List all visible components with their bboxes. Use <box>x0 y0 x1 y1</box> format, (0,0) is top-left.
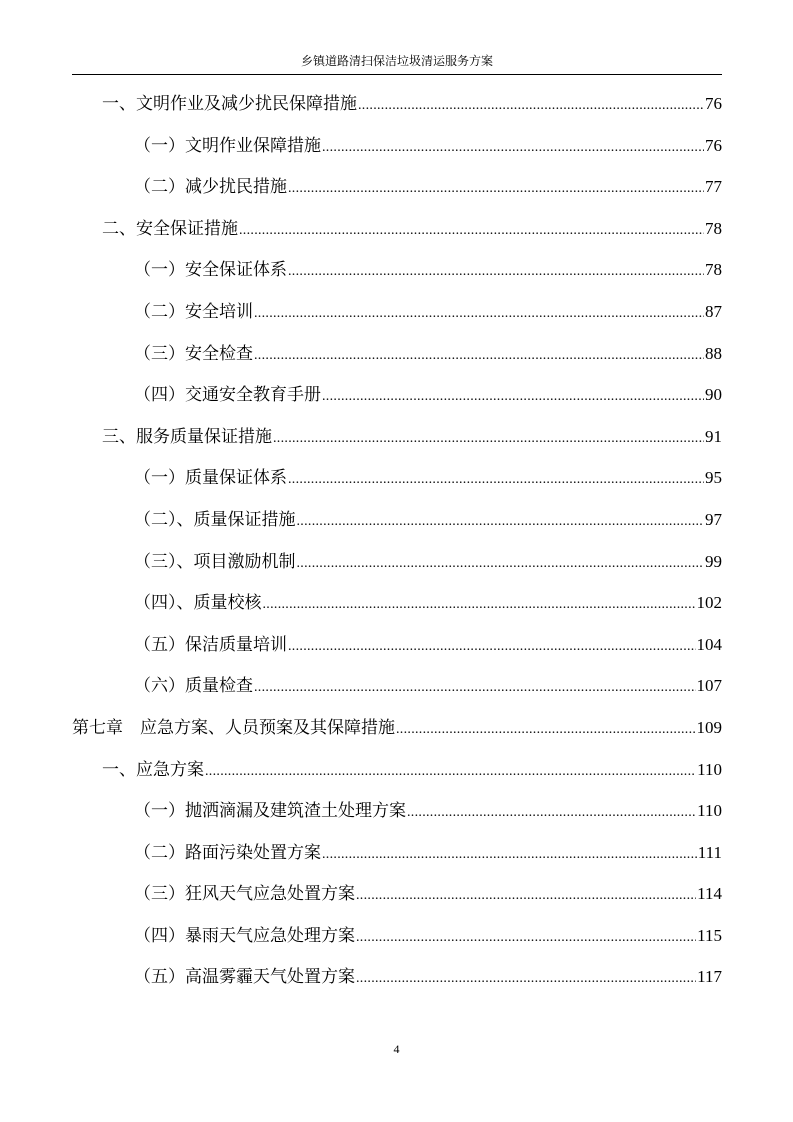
dot-leader <box>297 508 705 536</box>
toc-entry[interactable] <box>72 589 722 631</box>
toc-entry-page: 90 <box>705 385 722 405</box>
toc-entry-title: （一）抛洒滴漏及建筑渣土处理方案 <box>134 801 406 821</box>
toc-entry[interactable] <box>72 90 722 132</box>
toc-entry-page: 114 <box>697 884 722 904</box>
toc-entry-page: 78 <box>705 260 722 280</box>
dot-leader <box>254 674 696 702</box>
toc-entry[interactable] <box>72 132 722 174</box>
toc-entry-title: （三）狂风天气应急处置方案 <box>134 884 355 904</box>
toc-entry-title: （二）减少扰民措施 <box>134 177 287 197</box>
toc-entry-title: 三、服务质量保证措施 <box>102 426 272 446</box>
toc-entry-title: （二）、质量保证措施 <box>134 509 296 529</box>
toc-entry-title: （一）文明作业保障措施 <box>134 135 321 155</box>
dot-leader <box>239 217 704 245</box>
toc-entry-title: （三）、项目激励机制 <box>134 551 296 571</box>
dot-leader <box>288 633 696 661</box>
toc-entry-page: 91 <box>705 426 722 446</box>
toc-entry-page: 88 <box>705 343 722 363</box>
dot-leader <box>322 841 697 869</box>
toc-entry-page: 110 <box>697 759 722 779</box>
dot-leader <box>356 924 696 952</box>
toc-entry-title: （四）暴雨天气应急处理方案 <box>134 925 355 945</box>
toc-entry[interactable] <box>72 506 722 548</box>
dot-leader <box>358 92 704 120</box>
dot-leader <box>322 134 704 162</box>
toc-entry[interactable] <box>72 797 722 839</box>
toc-entry-page: 104 <box>696 634 722 654</box>
toc-entry-title: （四）交通安全教育手册 <box>134 385 321 405</box>
toc-entry[interactable] <box>72 464 722 506</box>
toc-entry-page: 76 <box>705 135 722 155</box>
dot-leader <box>254 342 704 370</box>
toc-entry[interactable] <box>72 922 722 964</box>
toc-entry-page: 117 <box>697 967 722 987</box>
toc-entry-title: （一）质量保证体系 <box>134 468 287 488</box>
toc-entry[interactable] <box>72 340 722 382</box>
dot-leader <box>356 882 696 910</box>
toc-entry-title: （三）安全检查 <box>134 343 253 363</box>
dot-leader <box>297 550 705 578</box>
toc-entry-page: 95 <box>705 468 722 488</box>
toc-entry-title: （六）质量检查 <box>134 676 253 696</box>
toc-entry[interactable] <box>72 839 722 881</box>
toc-entry-title: （五）保洁质量培训 <box>134 634 287 654</box>
toc-entry-page: 99 <box>705 551 722 571</box>
dot-leader <box>254 300 704 328</box>
dot-leader <box>288 175 704 203</box>
table-of-contents <box>72 90 722 1005</box>
toc-entry-title: （二）路面污染处置方案 <box>134 842 321 862</box>
toc-entry-page: 109 <box>696 717 722 737</box>
toc-entry[interactable] <box>72 714 722 756</box>
dot-leader <box>273 425 704 453</box>
toc-entry-title: （一）安全保证体系 <box>134 260 287 280</box>
toc-entry-page: 87 <box>705 301 722 321</box>
toc-entry-page: 77 <box>705 177 722 197</box>
toc-entry-title: 一、文明作业及减少扰民保障措施 <box>102 94 357 113</box>
toc-entry[interactable] <box>72 381 722 423</box>
dot-leader <box>322 383 704 411</box>
toc-entry-title: 一、应急方案 <box>102 759 204 779</box>
page-number: 4 <box>393 1042 400 1056</box>
toc-entry-page: 102 <box>696 593 722 613</box>
dot-leader <box>396 716 696 744</box>
toc-entry[interactable] <box>72 215 722 257</box>
toc-entry-title: （二）安全培训 <box>134 301 253 321</box>
running-header: 乡镇道路清扫保洁垃圾清运服务方案 <box>300 54 493 68</box>
toc-entry-page: 110 <box>697 801 722 821</box>
toc-entry[interactable] <box>72 756 722 798</box>
toc-entry-page: 115 <box>697 925 722 945</box>
toc-entry[interactable] <box>72 880 722 922</box>
toc-entry-title: （四）、质量校核 <box>134 593 262 613</box>
toc-entry-page: 97 <box>705 509 722 529</box>
toc-entry[interactable] <box>72 631 722 673</box>
dot-leader <box>407 799 696 827</box>
toc-entry-page: 107 <box>696 676 722 696</box>
toc-entry[interactable] <box>72 173 722 215</box>
toc-entry[interactable] <box>72 548 722 590</box>
dot-leader <box>263 591 696 619</box>
toc-entry[interactable] <box>72 672 722 714</box>
toc-entry-page: 76 <box>705 94 722 113</box>
header-divider <box>72 74 722 75</box>
toc-entry[interactable] <box>72 423 722 465</box>
dot-leader <box>205 758 696 786</box>
dot-leader <box>288 466 704 494</box>
toc-entry-title: 二、安全保证措施 <box>102 218 238 238</box>
toc-entry[interactable] <box>72 256 722 298</box>
toc-entry[interactable] <box>72 963 722 1005</box>
toc-entry-page: 111 <box>697 842 722 862</box>
toc-entry[interactable] <box>72 298 722 340</box>
toc-entry-title: （五）高温雾霾天气处置方案 <box>134 967 355 987</box>
toc-entry-page: 78 <box>705 218 722 238</box>
toc-entry-title: 第七章 应急方案、人员预案及其保障措施 <box>72 717 395 737</box>
dot-leader <box>356 965 696 993</box>
dot-leader <box>288 258 704 286</box>
